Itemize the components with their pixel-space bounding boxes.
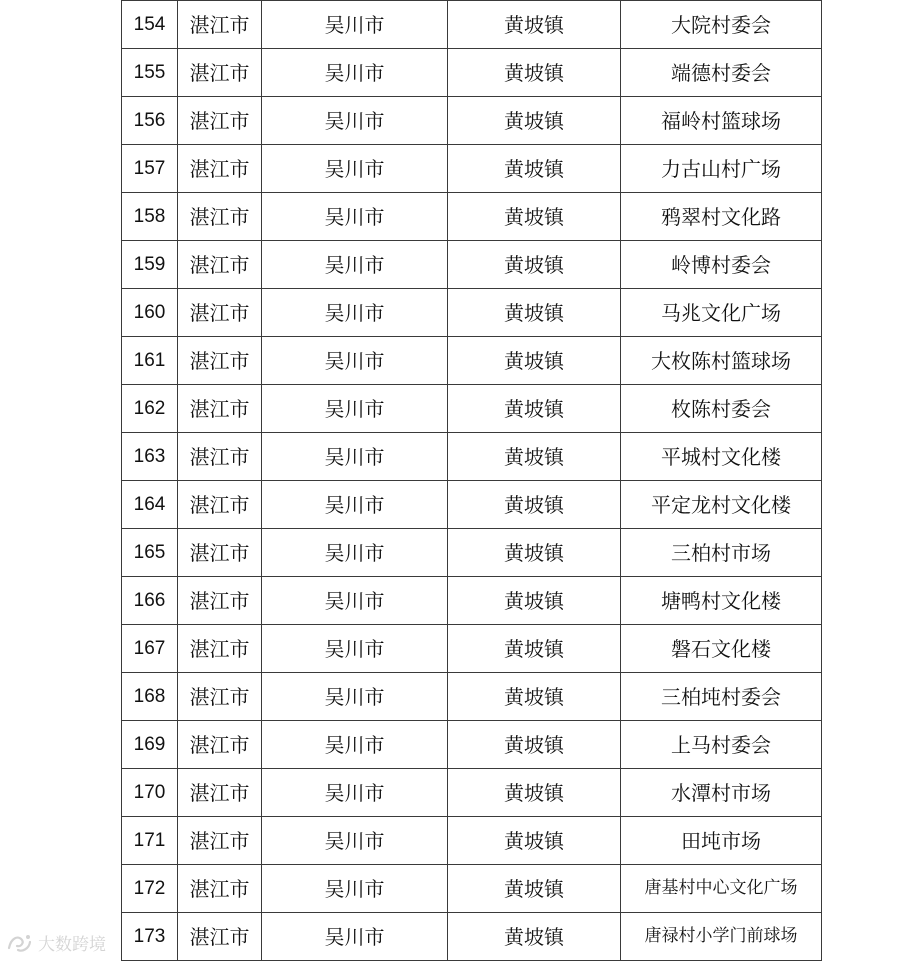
- table-row: [122, 1, 822, 49]
- table-row: [122, 97, 822, 145]
- town-cell: 黄坡镇: [448, 1, 621, 49]
- town-cell: 黄坡镇: [448, 289, 621, 337]
- location-cell: 塘鸭村文化楼: [621, 577, 822, 625]
- city-cell: 湛江市: [178, 49, 262, 97]
- city-cell: 湛江市: [178, 433, 262, 481]
- town-cell: 黄坡镇: [448, 481, 621, 529]
- location-cell: 马兆文化广场: [621, 289, 822, 337]
- town-cell: 黄坡镇: [448, 145, 621, 193]
- row-number-cell: 163: [122, 433, 178, 481]
- table-row: [122, 481, 822, 529]
- table-row: [122, 625, 822, 673]
- district-cell: 吴川市: [262, 817, 448, 865]
- row-number-cell: 157: [122, 145, 178, 193]
- row-number-cell: 173: [122, 913, 178, 961]
- location-cell: 磐石文化楼: [621, 625, 822, 673]
- table-row: [122, 145, 822, 193]
- town-cell: 黄坡镇: [448, 529, 621, 577]
- location-table: [121, 0, 822, 961]
- town-cell: 黄坡镇: [448, 385, 621, 433]
- row-number-cell: 161: [122, 337, 178, 385]
- district-cell: 吴川市: [262, 1, 448, 49]
- table-row: [122, 433, 822, 481]
- location-cell: 福岭村篮球场: [621, 97, 822, 145]
- town-cell: 黄坡镇: [448, 913, 621, 961]
- city-cell: 湛江市: [178, 241, 262, 289]
- district-cell: 吴川市: [262, 673, 448, 721]
- city-cell: 湛江市: [178, 769, 262, 817]
- district-cell: 吴川市: [262, 337, 448, 385]
- town-cell: 黄坡镇: [448, 337, 621, 385]
- city-cell: 湛江市: [178, 865, 262, 913]
- location-cell: 大枚陈村篮球场: [621, 337, 822, 385]
- town-cell: 黄坡镇: [448, 241, 621, 289]
- row-number-cell: 159: [122, 241, 178, 289]
- location-cell: 平城村文化楼: [621, 433, 822, 481]
- location-cell: 鸦翠村文化路: [621, 193, 822, 241]
- district-cell: 吴川市: [262, 241, 448, 289]
- city-cell: 湛江市: [178, 817, 262, 865]
- watermark-logo-icon: [6, 932, 34, 954]
- row-number-cell: 166: [122, 577, 178, 625]
- city-cell: 湛江市: [178, 337, 262, 385]
- location-cell: 水潭村市场: [621, 769, 822, 817]
- town-cell: 黄坡镇: [448, 865, 621, 913]
- city-cell: 湛江市: [178, 289, 262, 337]
- district-cell: 吴川市: [262, 529, 448, 577]
- district-cell: 吴川市: [262, 145, 448, 193]
- row-number-cell: 167: [122, 625, 178, 673]
- row-number-cell: 165: [122, 529, 178, 577]
- district-cell: 吴川市: [262, 625, 448, 673]
- table-body: [122, 1, 822, 961]
- watermark-text: 大数跨境: [38, 935, 106, 955]
- city-cell: 湛江市: [178, 97, 262, 145]
- city-cell: 湛江市: [178, 913, 262, 961]
- city-cell: 湛江市: [178, 625, 262, 673]
- location-cell: 大院村委会: [621, 1, 822, 49]
- town-cell: 黄坡镇: [448, 49, 621, 97]
- location-cell: 岭博村委会: [621, 241, 822, 289]
- district-cell: 吴川市: [262, 97, 448, 145]
- location-cell: 唐禄村小学门前球场: [621, 913, 822, 961]
- location-cell: 三柏坉村委会: [621, 673, 822, 721]
- table-row: [122, 769, 822, 817]
- table-row: [122, 577, 822, 625]
- table-row: [122, 913, 822, 961]
- row-number-cell: 162: [122, 385, 178, 433]
- district-cell: 吴川市: [262, 721, 448, 769]
- row-number-cell: 168: [122, 673, 178, 721]
- location-cell: 唐基村中心文化广场: [621, 865, 822, 913]
- district-cell: 吴川市: [262, 385, 448, 433]
- row-number-cell: 156: [122, 97, 178, 145]
- city-cell: 湛江市: [178, 193, 262, 241]
- table-row: [122, 289, 822, 337]
- district-cell: 吴川市: [262, 49, 448, 97]
- table-row: [122, 193, 822, 241]
- table-row: [122, 241, 822, 289]
- district-cell: 吴川市: [262, 865, 448, 913]
- district-cell: 吴川市: [262, 289, 448, 337]
- city-cell: 湛江市: [178, 385, 262, 433]
- city-cell: 湛江市: [178, 481, 262, 529]
- town-cell: 黄坡镇: [448, 721, 621, 769]
- location-table-container: [121, 0, 821, 960]
- district-cell: 吴川市: [262, 193, 448, 241]
- district-cell: 吴川市: [262, 433, 448, 481]
- row-number-cell: 164: [122, 481, 178, 529]
- town-cell: 黄坡镇: [448, 193, 621, 241]
- location-cell: 端德村委会: [621, 49, 822, 97]
- district-cell: 吴川市: [262, 769, 448, 817]
- row-number-cell: 172: [122, 865, 178, 913]
- row-number-cell: 169: [122, 721, 178, 769]
- city-cell: 湛江市: [178, 673, 262, 721]
- table-row: [122, 721, 822, 769]
- district-cell: 吴川市: [262, 577, 448, 625]
- city-cell: 湛江市: [178, 577, 262, 625]
- town-cell: 黄坡镇: [448, 817, 621, 865]
- watermark: [6, 930, 106, 955]
- city-cell: 湛江市: [178, 1, 262, 49]
- district-cell: 吴川市: [262, 913, 448, 961]
- location-cell: 平定龙村文化楼: [621, 481, 822, 529]
- location-cell: 田坉市场: [621, 817, 822, 865]
- table-row: [122, 337, 822, 385]
- district-cell: 吴川市: [262, 481, 448, 529]
- city-cell: 湛江市: [178, 529, 262, 577]
- city-cell: 湛江市: [178, 721, 262, 769]
- location-cell: 枚陈村委会: [621, 385, 822, 433]
- location-cell: 力古山村广场: [621, 145, 822, 193]
- table-row: [122, 49, 822, 97]
- table-row: [122, 673, 822, 721]
- row-number-cell: 158: [122, 193, 178, 241]
- row-number-cell: 171: [122, 817, 178, 865]
- location-cell: 上马村委会: [621, 721, 822, 769]
- town-cell: 黄坡镇: [448, 625, 621, 673]
- table-row: [122, 865, 822, 913]
- city-cell: 湛江市: [178, 145, 262, 193]
- row-number-cell: 155: [122, 49, 178, 97]
- row-number-cell: 154: [122, 1, 178, 49]
- row-number-cell: 160: [122, 289, 178, 337]
- table-row: [122, 817, 822, 865]
- location-cell: 三柏村市场: [621, 529, 822, 577]
- town-cell: 黄坡镇: [448, 97, 621, 145]
- town-cell: 黄坡镇: [448, 577, 621, 625]
- town-cell: 黄坡镇: [448, 433, 621, 481]
- table-row: [122, 385, 822, 433]
- town-cell: 黄坡镇: [448, 769, 621, 817]
- table-row: [122, 529, 822, 577]
- town-cell: 黄坡镇: [448, 673, 621, 721]
- row-number-cell: 170: [122, 769, 178, 817]
